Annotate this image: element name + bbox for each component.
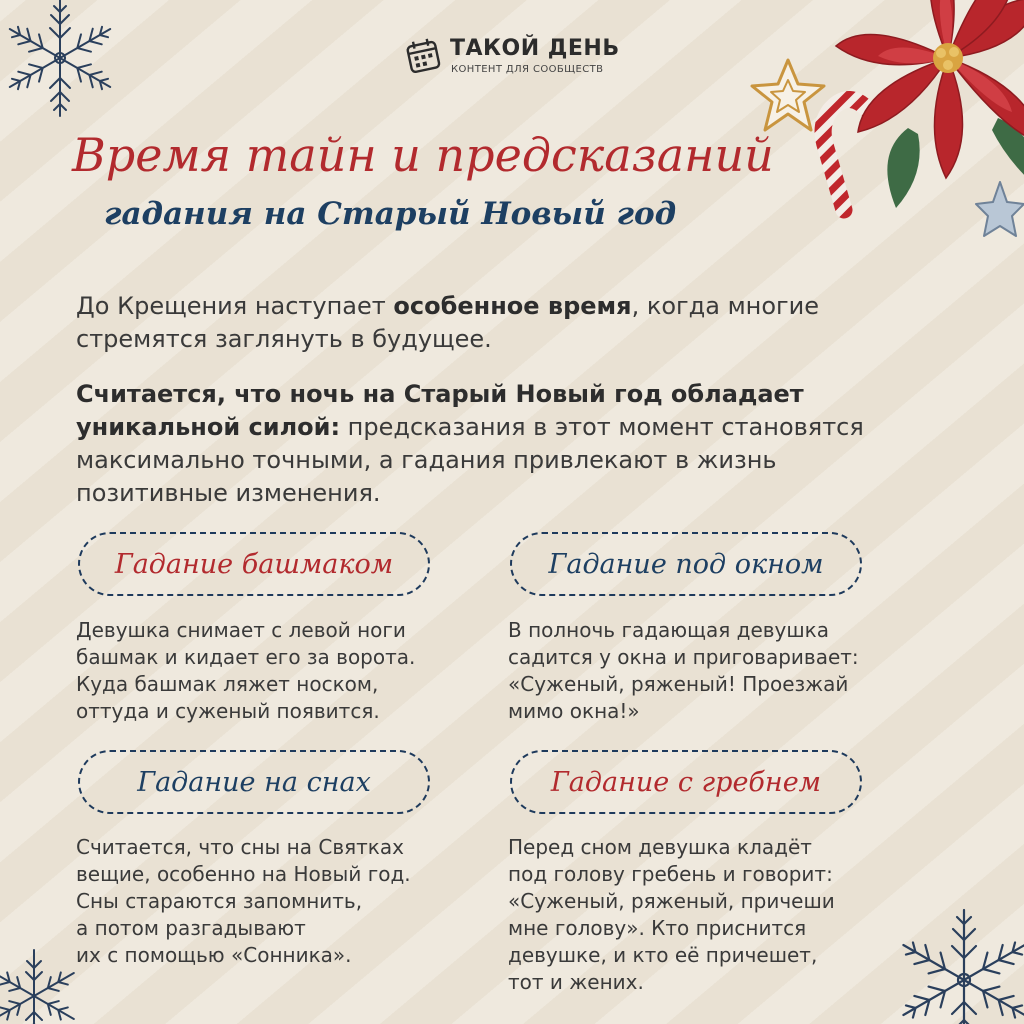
card-heading-comb: Гадание с гребнем bbox=[510, 750, 862, 814]
intro-text-before: До Крещения наступает bbox=[76, 292, 394, 320]
card-text-shoe: Девушка снимает с левой ноги башмак и кидает его за ворота. Куда башмак ляжет носком, оттуда и суженый появится. bbox=[76, 618, 416, 723]
brand-name: ТАКОЙ ДЕНЬ bbox=[450, 36, 620, 61]
intro-text-bold: особенное время bbox=[393, 292, 632, 320]
card-text-dreams: Считается, что сны на Святках вещие, особенно на Новый год. Сны стараются запомнить, а потом разгадывают их с помощью «Сонника». bbox=[76, 835, 411, 967]
cookie-star-icon bbox=[748, 58, 828, 134]
calendar-logo-icon bbox=[404, 36, 442, 74]
card-text-comb: Перед сном девушка кладёт под голову гребень и говорит: «Суженый, ряженый, причеши мне голову». Кто приснится девушке, и кто её причешет, тот и жених. bbox=[508, 835, 835, 994]
belief-text-after: предсказания в этот момент становятся максимально точными, а гадания привлекают в жизнь позитивные изменения. bbox=[76, 413, 864, 507]
card-heading-shoe: Гадание башмаком bbox=[78, 532, 430, 596]
belief-text-bold: Считается, что ночь на Старый Новый год обладает уникальной силой: bbox=[76, 380, 804, 441]
poinsettia-icon bbox=[826, 0, 1024, 200]
brand-logo bbox=[404, 34, 634, 80]
snowflake-icon bbox=[0, 0, 130, 120]
card-heading-dreams: Гадание на снах bbox=[78, 750, 430, 814]
silver-star-icon bbox=[972, 180, 1024, 240]
page-title: Время тайн и предсказаний bbox=[72, 128, 774, 182]
card-heading-window: Гадание под окном bbox=[510, 532, 862, 596]
intro-text-after: , когда многие стремятся заглянуть в будущее. bbox=[76, 292, 820, 353]
intro-paragraph bbox=[76, 290, 896, 356]
page-subtitle: гадания на Старый Новый год bbox=[104, 196, 677, 232]
brand-tagline: КОНТЕНТ ДЛЯ СООБЩЕСТВ bbox=[451, 64, 604, 75]
belief-paragraph bbox=[76, 378, 936, 510]
card-text-window: В полночь гадающая девушка садится у окна и приговаривает: «Суженый, ряженый! Проезжай мимо окна!» bbox=[508, 618, 859, 723]
